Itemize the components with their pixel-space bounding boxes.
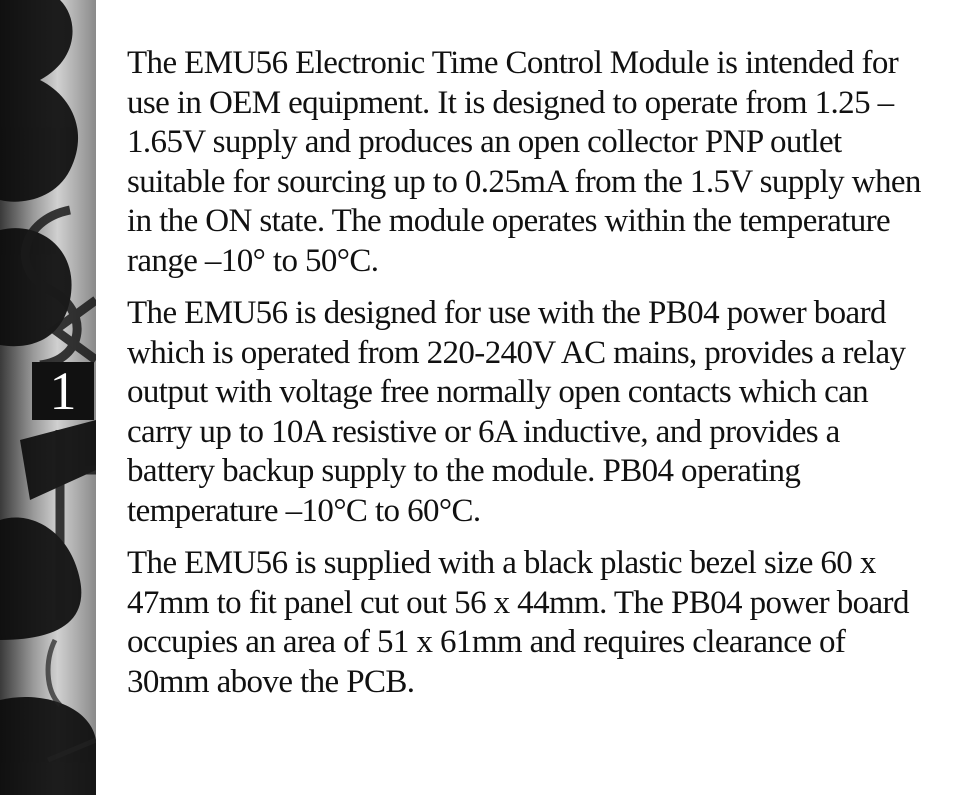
decorative-side-strip: [0, 0, 96, 795]
paragraph-bezel-dimensions: The EMU56 is supplied with a black plastic bezel size 60 x 47mm to fit panel cut out 56 x 44mm. The PB04 power board occupies an area of 51 x 61mm and requires clearance of 30mm above the PCB.: [127, 545, 909, 700]
paragraph-module-description: The EMU56 Electronic Time Control Module is intended for use in OEM equipment. It is designed to operate from 1.25 – 1.65V supply and produces an open collector PNP outlet suitable for sourcing up to 0.25mA from the 1.5V supply when in the ON state. The module operates within the temperature range –10° to 50°C.: [127, 45, 921, 279]
page-number-tab: 1: [32, 362, 94, 420]
paragraph-power-board: The EMU56 is designed for use with the PB04 power board which is operated from 220-240V AC mains, provides a relay output with voltage free normally open contacts which can carry up to 10A resistive or 6A inductive, and provides a battery backup supply to the module. PB04 operating temperature –10°C to 60°C.: [127, 295, 906, 529]
document-body: [127, 44, 927, 715]
